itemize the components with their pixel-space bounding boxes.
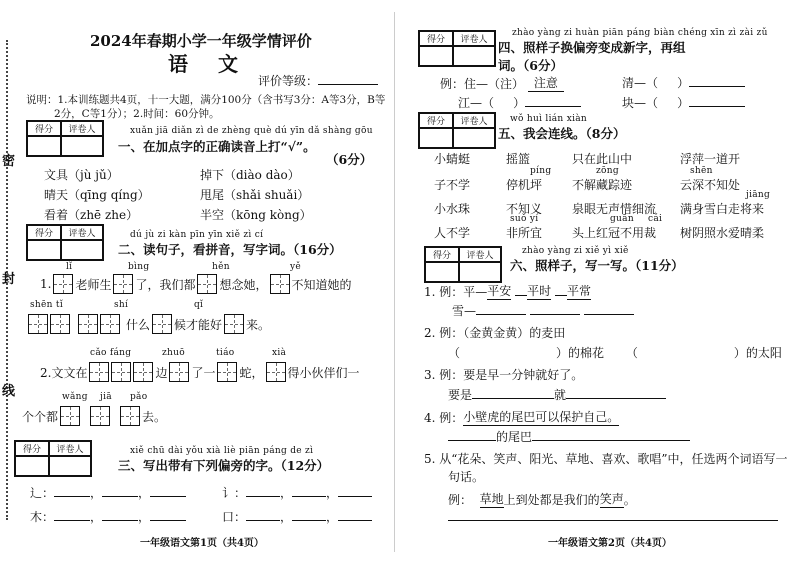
binding-char-feng: 封 <box>2 272 16 287</box>
s2-title: 二、读句子，看拼音，写字词。（16分） <box>118 242 342 257</box>
tianzige-box[interactable] <box>28 314 48 334</box>
match-word[interactable]: 非所宜 <box>506 226 543 240</box>
tianzige-box[interactable] <box>113 274 133 294</box>
s2-pinyin-jia: jiā <box>100 392 112 402</box>
s6-answer-line[interactable] <box>448 520 778 521</box>
score-label: 得分 <box>419 31 453 46</box>
tianzige-box[interactable] <box>53 274 73 294</box>
s4-example: 例：住—（注） 注意 <box>440 74 564 92</box>
grader-label: 评卷人 <box>61 225 103 240</box>
s6-q1b: 雪— <box>452 302 634 319</box>
match-word[interactable]: 小蜻蜓 <box>434 152 471 166</box>
match-pinyin: zōng <box>596 166 619 176</box>
s2-pinyin-qi: qǐ <box>194 300 204 310</box>
s1-points: （6分） <box>326 152 373 167</box>
s1-item: 晴天（qīng qíng） <box>44 188 150 202</box>
s6-q1: 1. 例：平—平安 平时 平常 <box>424 284 591 299</box>
s2-line-1: 1. 老师生 了，我们都 想念她， 不知道她的 <box>40 274 352 294</box>
score-box-5 <box>418 112 496 149</box>
s1-title: 一、在加点字的正确读音上打“√”。 <box>118 139 316 154</box>
s6-q4: 4. 例：小壁虎的尾巴可以保护自己。 <box>424 410 620 425</box>
tianzige-box[interactable] <box>133 362 153 382</box>
grade-label: 评价等级： <box>258 72 378 89</box>
score-label: 得分 <box>27 121 61 136</box>
match-pinyin: jiāng <box>746 190 771 200</box>
score-label: 得分 <box>15 441 49 456</box>
tianzige-box[interactable] <box>120 406 140 426</box>
tianzige-box[interactable] <box>224 314 244 334</box>
s6-q5-example: 例： 草地上到处都是我们的笑声。 <box>448 492 636 507</box>
s6-q3b: 要是 就 <box>448 386 666 403</box>
tianzige-box[interactable] <box>197 274 217 294</box>
score-box-1 <box>26 120 104 157</box>
s2-line-2: 什么 候才能好 来。 <box>28 314 270 334</box>
grader-label: 评卷人 <box>453 113 495 128</box>
tianzige-box[interactable] <box>50 314 70 334</box>
s5-title: 五、我会连线。（8分） <box>498 126 626 141</box>
s2-pinyin: dú jù zi kàn pīn yīn xiě zì cí <box>130 230 264 240</box>
s2-pinyin-ye: yě <box>290 262 302 272</box>
tianzige-box[interactable] <box>60 406 80 426</box>
tianzige-box[interactable] <box>111 362 131 382</box>
grader-label: 评卷人 <box>49 441 91 456</box>
s3-pinyin: xiě chū dài yǒu xià liè piān páng de zì <box>130 446 314 456</box>
match-word[interactable]: 满身雪白走将来 <box>680 202 765 216</box>
s4-title-2: 词。（6分） <box>498 58 563 73</box>
s6-q5-line2: 句话。 <box>448 470 485 484</box>
s2-pinyin-xia: xià <box>272 348 287 358</box>
s2-pinyin-tiao: tiáo <box>216 348 235 358</box>
s2-pinyin-shenti: shēn tǐ <box>30 300 63 310</box>
match-word[interactable]: 停机坪 <box>506 178 543 192</box>
s6-q5: 5. 从“花朵、笑声、阳光、草地、喜欢、歌唱”中，任选两个词语写一 <box>424 452 788 466</box>
s1-item: 半空（kōng kòng） <box>200 208 312 222</box>
match-word[interactable]: 小水珠 <box>434 202 471 216</box>
match-word[interactable]: 树阴照水爱晴柔 <box>680 226 765 240</box>
s1-item: 文具（jù jǔ） <box>44 168 119 182</box>
s3-row-1: 辶： ， ， <box>30 484 186 501</box>
s3-row-2: 木： ， ， <box>30 508 186 525</box>
s2-pinyin-bing: bìng <box>128 262 150 272</box>
s2-pinyin-zhuo: zhuō <box>162 348 185 358</box>
score-label: 得分 <box>419 113 453 128</box>
s2-pinyin-pao: pǎo <box>130 392 148 402</box>
match-word[interactable]: 不知义 <box>506 202 543 216</box>
tianzige-box[interactable] <box>266 362 286 382</box>
score-box-3 <box>14 440 92 477</box>
match-word[interactable]: 子不学 <box>434 178 471 192</box>
match-pinyin: píng <box>530 166 552 176</box>
s3-row-2b: 口： ， ， <box>222 508 372 525</box>
s5-pinyin: wǒ huì lián xiàn <box>510 114 588 124</box>
match-word[interactable]: 只在此山中 <box>572 152 633 166</box>
s6-q4b: 的尾巴 <box>448 428 690 445</box>
match-pinyin: guān <box>610 214 634 224</box>
s4-item-kuai: 块—（ ） <box>622 94 745 111</box>
s3-row-1b: 讠： ， ， <box>222 484 372 501</box>
exam-subject: 语文 <box>168 52 268 76</box>
score-box-2 <box>26 224 104 261</box>
s2-pinyin-caofang: cǎo fáng <box>90 348 132 358</box>
s1-item: 掉下（diào dào） <box>200 168 300 182</box>
match-pinyin: shēn <box>690 166 713 176</box>
s3-title: 三、写出带有下列偏旁的字。（12分） <box>118 458 330 473</box>
tianzige-box[interactable] <box>89 362 109 382</box>
match-word[interactable]: 云深不知处 <box>680 178 741 192</box>
match-pinyin: suǒ yí <box>510 214 539 224</box>
tianzige-box[interactable] <box>100 314 120 334</box>
match-word[interactable]: 泉眼无声惜细流 <box>572 202 657 216</box>
s2-pinyin-shi: shí <box>114 300 129 310</box>
tianzige-box[interactable] <box>90 406 110 426</box>
s2-line-4: 个个都 去。 <box>22 406 166 426</box>
s6-q3: 3. 例：要是早一分钟就好了。 <box>424 368 584 382</box>
page-divider <box>394 12 395 552</box>
s6-q2: 2. 例：（金黄金黄）的麦田 <box>424 326 566 340</box>
match-word[interactable]: 人不学 <box>434 226 471 240</box>
binding-char-mi: 密 <box>2 154 16 169</box>
grader-label: 评卷人 <box>453 31 495 46</box>
tianzige-box[interactable] <box>152 314 172 334</box>
grader-label: 评卷人 <box>61 121 103 136</box>
s2-line-3: 2.文文在 边 了一 蛇， 得小伙伴们一 <box>40 362 360 382</box>
s6-q2b: （ ）的棉花 （ ）的太阳 <box>448 346 782 360</box>
footer-left: 一年级语文第1页（共4页） <box>140 538 264 549</box>
s6-title: 六、照样子，写一写。（11分） <box>510 258 684 273</box>
tianzige-box[interactable] <box>270 274 290 294</box>
s4-item-jiang: 江—（ ） <box>458 94 581 111</box>
instructions-line-2: 2分，C等1分）；2.时间：60分钟。 <box>54 108 220 120</box>
s2-pinyin-hen: hěn <box>212 262 230 272</box>
tianzige-box[interactable] <box>217 362 237 382</box>
grader-label: 评卷人 <box>459 247 501 262</box>
s1-pinyin: xuǎn jiā diǎn zì de zhèng què dú yīn dǎ shàng gōu <box>130 126 373 136</box>
score-label: 得分 <box>425 247 459 262</box>
s4-pinyin: zhào yàng zi huàn piān páng biàn chéng xīn zì zài zǔ <box>512 28 768 38</box>
s1-item: 看着（zhē zhe） <box>44 208 139 222</box>
match-word[interactable]: 头上红冠不用裁 <box>572 226 657 240</box>
s2-pinyin-wang: wǎng <box>62 392 88 402</box>
score-box-6 <box>424 246 502 283</box>
match-word[interactable]: 摇篮 <box>506 152 531 166</box>
s4-item-qing: 清—（ ） <box>622 74 745 91</box>
instructions-line-1: 说明：1.本训练题共4页，十一大题，满分100分（含书写3分：A等3分，B等 <box>26 94 386 106</box>
tianzige-box[interactable] <box>169 362 189 382</box>
s1-item: 甩尾（shǎi shuǎi） <box>200 188 310 202</box>
exam-title: 2024年春期小学一年级学情评价 <box>90 32 312 50</box>
match-pinyin: cái <box>648 214 663 224</box>
s6-pinyin: zhào yàng zi xiě yì xiě <box>522 246 629 256</box>
s2-pinyin-li: lǐ <box>66 262 73 272</box>
match-word[interactable]: 不解藏踪迹 <box>572 178 633 192</box>
footer-right: 一年级语文第2页（共4页） <box>548 538 672 549</box>
s4-title: 四、照样子换偏旁变成新字，再组 <box>498 40 686 55</box>
match-word[interactable]: 浮萍一道开 <box>680 152 741 166</box>
score-box-4 <box>418 30 496 67</box>
tianzige-box[interactable] <box>78 314 98 334</box>
binding-char-xian: 线 <box>2 384 16 399</box>
score-label: 得分 <box>27 225 61 240</box>
